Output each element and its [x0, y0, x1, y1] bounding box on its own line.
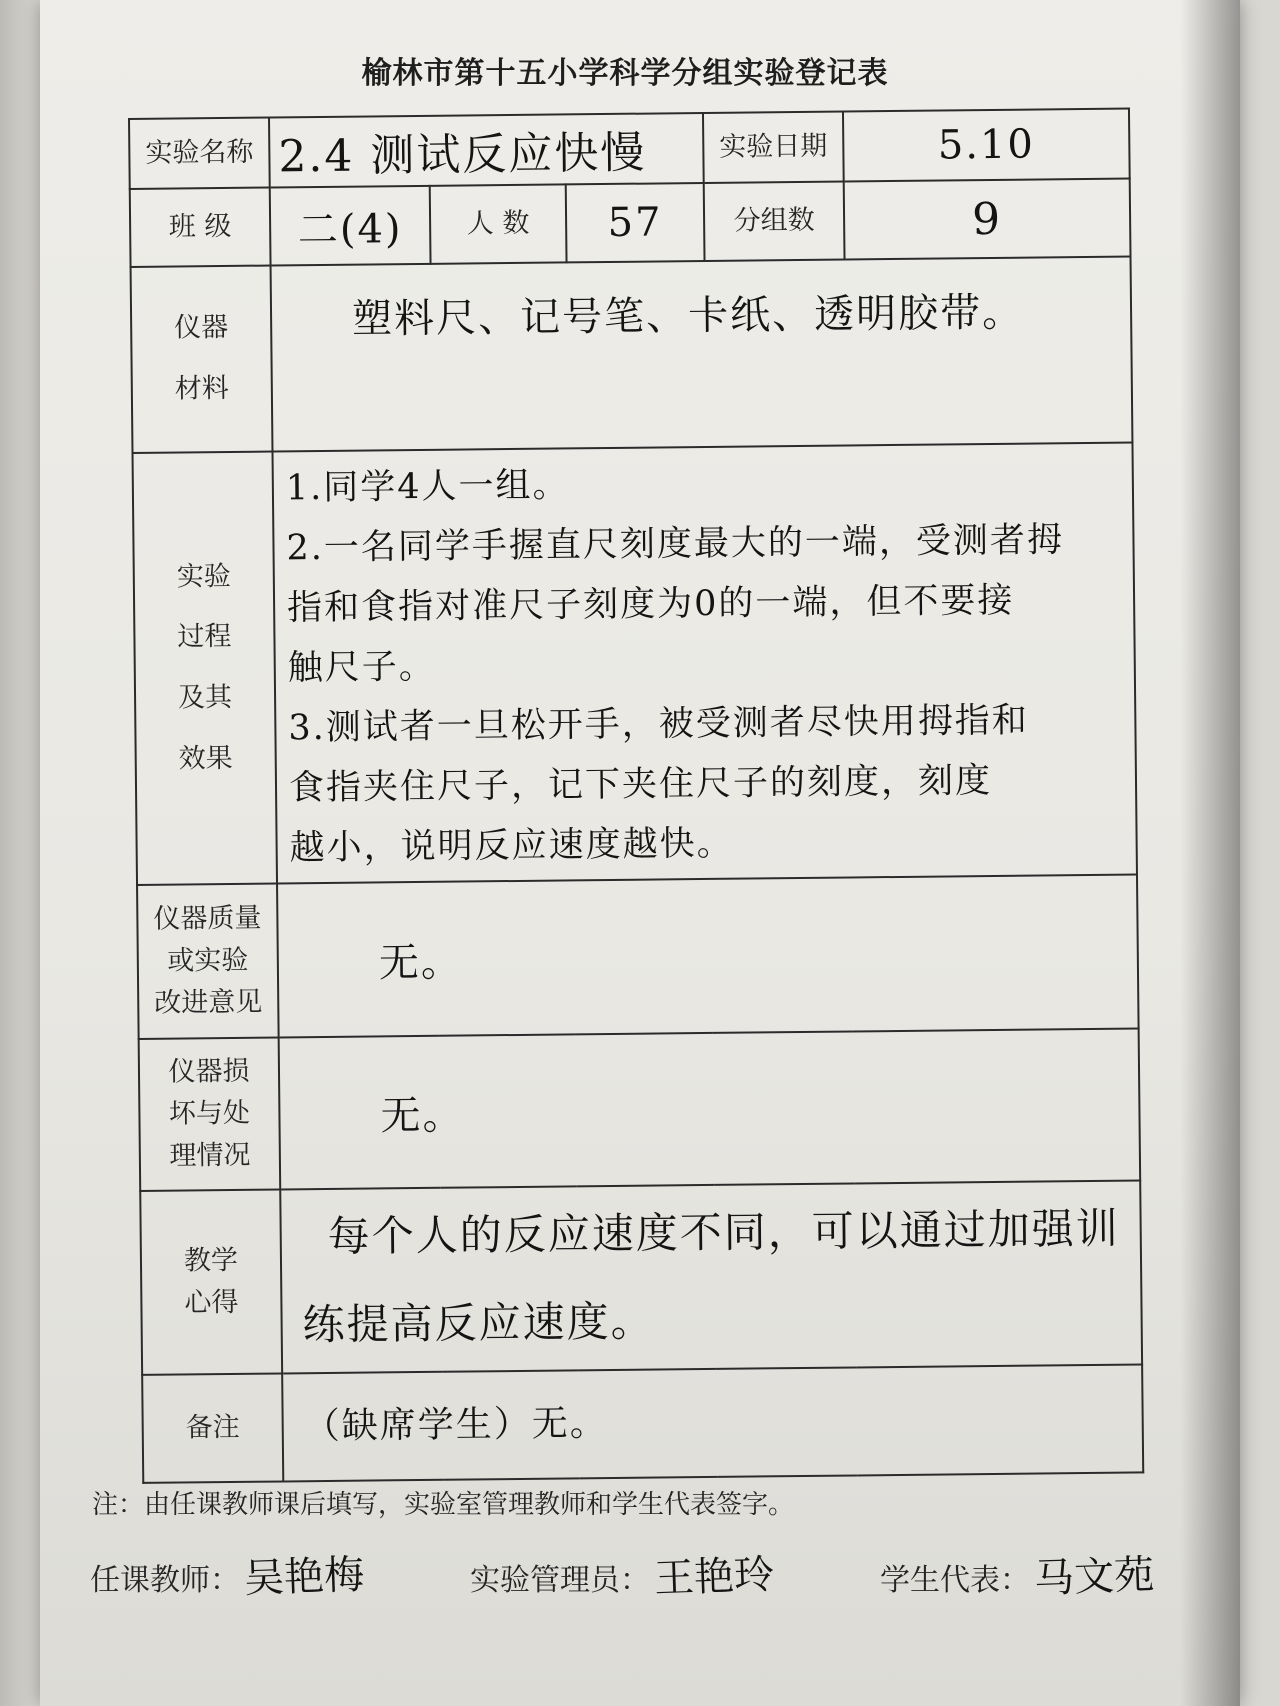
process-label [133, 452, 278, 885]
damage-label-line1: 仪器损 [168, 1056, 250, 1088]
process-label-line2: 过程 [177, 621, 232, 653]
process-line: 2.一名同学手握直尺刻度最大的一端，受测者拇 [286, 520, 1065, 569]
teacher-signature [90, 1545, 364, 1602]
reflection-line: 练提高反应速度。 [302, 1296, 655, 1350]
registration-form [128, 108, 1144, 1484]
row-class-info [130, 179, 1131, 267]
quality-label-line3: 改进意见 [154, 986, 263, 1019]
quality-value: 无。 [277, 874, 1139, 1037]
quality-label-line1: 仪器质量 [153, 902, 262, 936]
process-label-line4: 效果 [178, 742, 233, 775]
materials-label-line2: 材料 [174, 372, 230, 405]
materials-label [131, 266, 273, 453]
process-label-line1: 实验 [176, 560, 231, 593]
reflection-line: 每个人的反应速度不同，可以通过加强训 [327, 1203, 1120, 1261]
damage-label-line2: 坏与处 [168, 1097, 251, 1130]
quality-label [137, 883, 279, 1038]
damage-label [139, 1037, 281, 1190]
student-signature [880, 1545, 1154, 1602]
damage-value: 无。 [279, 1028, 1141, 1189]
damage-label-line3: 理情况 [169, 1139, 251, 1172]
student-count-value: 57 [566, 183, 705, 262]
experiment-date-label: 实验日期 [703, 112, 844, 183]
materials-value: 塑料尺、记号笔、卡纸、透明胶带。 [271, 257, 1133, 452]
reflection-label-line2: 心得 [184, 1286, 239, 1319]
row-experiment-name [129, 109, 1130, 189]
background-left-edge [0, 0, 40, 1706]
row-materials [131, 257, 1133, 453]
form-table [128, 108, 1144, 1484]
process-steps [273, 442, 1137, 883]
remarks-value: （缺席学生）无。 [282, 1364, 1143, 1481]
row-remarks [142, 1364, 1143, 1482]
group-count-label: 分组数 [704, 182, 845, 261]
row-reflection [140, 1180, 1142, 1374]
row-process [133, 442, 1137, 884]
class-label: 班 级 [130, 188, 271, 267]
experiment-name-value: 2.4 测试反应快慢 [269, 113, 704, 188]
process-line: 3.测试者一旦松开手，被受测者尽快用拇指和 [288, 700, 1029, 749]
student-count-label: 人 数 [430, 184, 567, 263]
teacher-label: 任课教师： [90, 1563, 240, 1598]
paper-shadow [1180, 0, 1240, 1706]
class-value: 二(4) [270, 186, 431, 266]
signature-row [90, 1545, 1190, 1615]
experiment-date-value: 5.10 [843, 109, 1130, 182]
admin-label: 实验管理员： [470, 1563, 650, 1598]
reflection-value [280, 1180, 1142, 1373]
process-line: 触尺子。 [287, 646, 436, 689]
process-line: 指和食指对准尺子刻度为0的一端，但不要接 [286, 580, 1015, 629]
process-label-line3: 及其 [177, 681, 233, 714]
page-title: 榆林市第十五小学科学分组实验登记表 [361, 56, 889, 91]
reflection-label [140, 1189, 282, 1374]
row-quality [137, 874, 1139, 1038]
student-name: 马文苑 [1033, 1551, 1155, 1603]
quality-label-line2: 或实验 [167, 944, 249, 977]
footnote: 注：由任课教师课后填写，实验室管理教师和学生代表签字。 [92, 1490, 795, 1520]
materials-label-line1: 仪器 [174, 312, 229, 344]
process-line: 食指夹住尺子，记下夹住尺子的刻度，刻度 [288, 760, 993, 809]
row-damage [139, 1028, 1141, 1190]
process-line: 越小，说明反应速度越快。 [289, 823, 734, 869]
admin-signature [470, 1545, 774, 1602]
reflection-label-line1: 教学 [183, 1245, 239, 1277]
remarks-label: 备注 [142, 1373, 283, 1482]
process-line: 1.同学4人一组。 [285, 465, 570, 509]
admin-name: 王艳玲 [653, 1551, 775, 1603]
experiment-name-label: 实验名称 [129, 118, 270, 189]
student-label: 学生代表： [880, 1563, 1030, 1598]
group-count-value: 9 [844, 179, 1131, 260]
teacher-name: 吴艳梅 [243, 1551, 365, 1603]
